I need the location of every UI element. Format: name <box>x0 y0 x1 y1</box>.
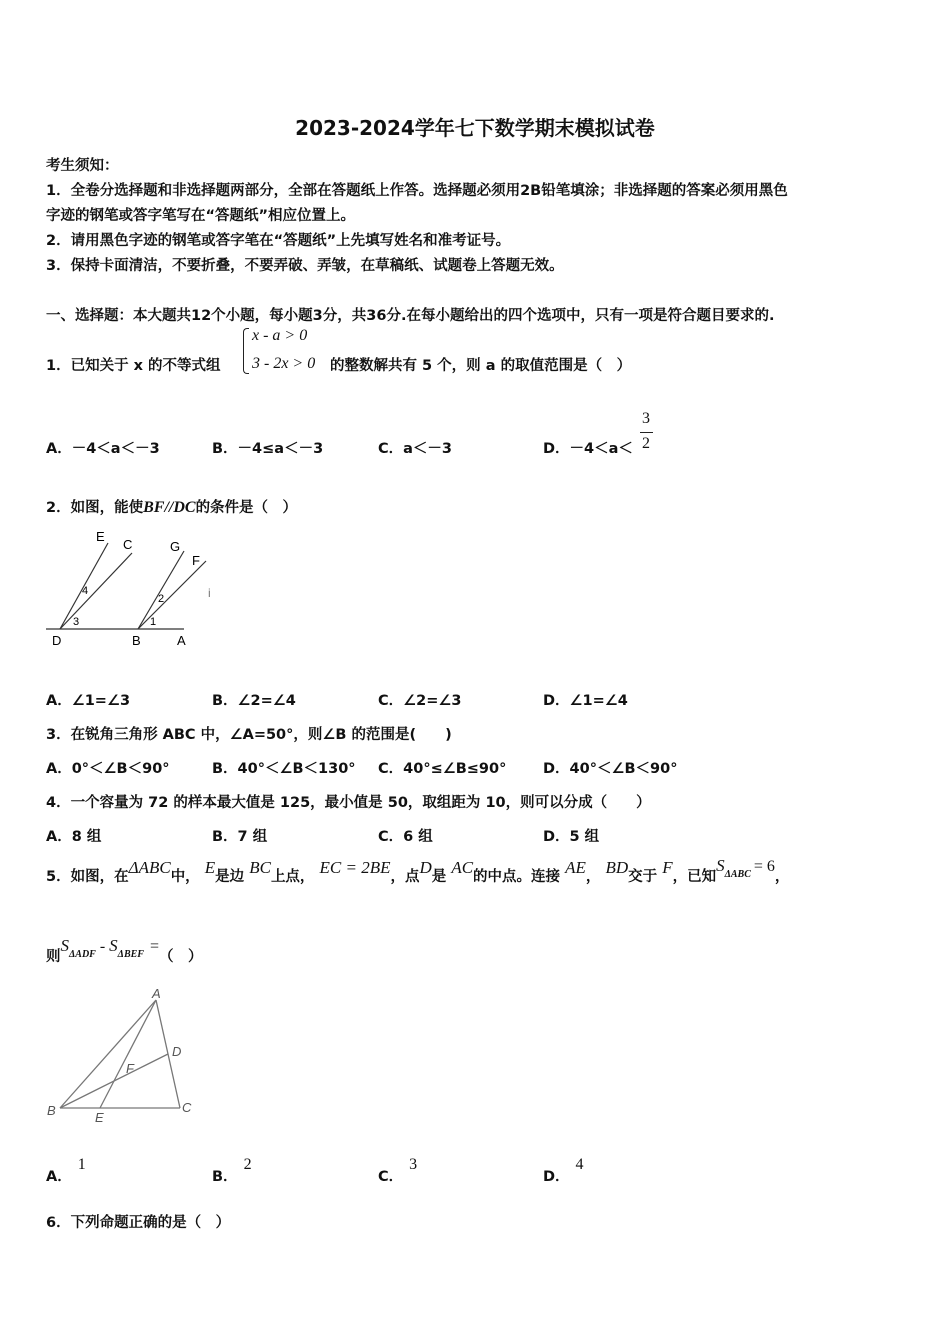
q5-text: ， <box>774 869 790 885</box>
q2-label-angle-4: 4 <box>82 585 89 597</box>
q4-option-d[interactable]: D．5 组 <box>543 829 600 845</box>
q5-math: ΔABC <box>128 858 171 877</box>
q2-stem-suffix: 的条件是（ ） <box>195 500 298 516</box>
q4-option-a[interactable]: A．8 组 <box>46 829 102 845</box>
q5-text: 的中点。连接 <box>473 869 561 885</box>
q1-inequality-1: x - a > 0 <box>252 327 308 344</box>
q5-label-b: B <box>47 1103 56 1118</box>
q1-option-d-denominator: 2 <box>642 435 650 452</box>
q5-area-s: S <box>109 936 118 955</box>
q2-label-f: F <box>192 553 200 568</box>
q5-text: 上点， <box>270 869 315 885</box>
q5-math: AC <box>451 858 474 877</box>
q3-option-d[interactable]: D．40°＜∠B＜90° <box>543 761 678 777</box>
q1-option-c[interactable]: C．a＜－3 <box>378 441 453 457</box>
page-title: 2023-2024学年七下数学期末模拟试卷 <box>295 116 655 140</box>
q5-text: 是边 <box>215 869 245 885</box>
q1-stem-suffix: 的整数解共有 5 个，则 a 的取值范围是（ ） <box>330 358 632 374</box>
q2-label-angle-1: 1 <box>150 616 157 628</box>
q3-stem: 3．在锐角三角形 ABC 中，∠A=50°，则∠B 的范围是( ) <box>46 727 452 743</box>
q2-option-c[interactable]: C．∠2=∠3 <box>378 693 462 709</box>
notice-item-1-line-1: 1．全卷分选择题和非选择题两部分，全部在答题纸上作答。选择题必须用2B铅笔填涂；非选择题的答案必须用黑色 <box>46 183 788 199</box>
q2-label-angle-3: 3 <box>73 616 80 628</box>
q5-math: AE <box>565 858 586 877</box>
q5-option-d[interactable]: D．4 <box>543 1156 584 1185</box>
q5-stem-line-1 <box>46 856 790 886</box>
q2-stem-math: BF//DC <box>143 499 196 516</box>
q5-text: 5．如图，在 <box>46 869 129 885</box>
q1-option-a[interactable]: A．－4＜a＜－3 <box>46 441 160 457</box>
q5-math: E <box>204 858 216 877</box>
notice-item-1-line-2: 字迹的钢笔或答字笔写在“答题纸”相应位置上。 <box>46 208 356 224</box>
q5-option-b[interactable]: B．2 <box>212 1156 252 1185</box>
q2-stem-prefix: 2．如图，能使 <box>46 500 144 516</box>
q2-label-e: E <box>96 529 105 544</box>
q2-label-b: B <box>132 633 141 648</box>
q5-text: 中， <box>170 869 200 885</box>
q5-math: F <box>662 858 673 877</box>
q5-area-sub: ΔBEF <box>117 949 144 960</box>
q3-option-c[interactable]: C．40°≤∠B≤90° <box>378 761 507 777</box>
q5-math: D <box>419 858 432 877</box>
q1-inequality-2: 3 - 2x > 0 <box>252 355 316 372</box>
q5-math: BD <box>605 858 629 877</box>
q5-area-sub: ΔABC <box>724 869 751 880</box>
q5-stem-line-2 <box>46 936 203 966</box>
q5-area-s: S <box>716 856 725 875</box>
q5-text: ，点 <box>390 869 420 885</box>
q2-option-a[interactable]: A．∠1=∠3 <box>46 693 131 709</box>
q5-area-sub: ΔADF <box>69 949 96 960</box>
q2-label-a: A <box>177 633 186 648</box>
q1-option-d-fraction-bar <box>640 432 653 433</box>
q5-text: 则 <box>46 949 61 965</box>
q5-label-d: D <box>172 1044 182 1059</box>
q5-text: ，已知 <box>672 869 717 885</box>
q5-area-value: = 6 <box>753 858 775 875</box>
q1-stem-prefix: 1．已知关于 x 的不等式组 <box>46 358 221 374</box>
q2-label-i: i <box>208 586 211 600</box>
q2-label-d: D <box>52 633 62 648</box>
q4-option-b[interactable]: B．7 组 <box>212 829 268 845</box>
q5-segment-bd <box>60 1054 168 1108</box>
q3-option-b[interactable]: B．40°＜∠B＜130° <box>212 761 356 777</box>
q4-option-c[interactable]: C．6 组 <box>378 829 433 845</box>
q5-area-s: S <box>60 936 69 955</box>
section-heading: 一、选择题：本大题共12个小题，每小题3分，共36分.在每小题给出的四个选项中，只有一项是符合题目要求的. <box>46 308 775 324</box>
q5-equals: = <box>149 938 159 955</box>
q1-system-brace <box>243 328 249 374</box>
q5-label-f: F <box>126 1061 134 1076</box>
q5-text: 交于 <box>628 869 658 885</box>
q2-label-g: G <box>170 539 181 554</box>
q1-option-d-numerator: 3 <box>642 410 650 427</box>
q5-text: （ ） <box>158 949 203 965</box>
q1-option-b[interactable]: B．－4≤a＜－3 <box>212 441 324 457</box>
q5-label-e: E <box>95 1110 104 1125</box>
q2-label-angle-2: 2 <box>158 593 165 605</box>
q2-option-b[interactable]: B．∠2=∠4 <box>212 693 296 709</box>
q5-math: BC <box>249 858 271 877</box>
q5-label-c: C <box>182 1100 192 1115</box>
q5-text: 是 <box>431 869 447 885</box>
q5-text: ， <box>585 869 601 885</box>
q2-option-d[interactable]: D．∠1=∠4 <box>543 693 628 709</box>
q5-option-c[interactable]: C．3 <box>378 1156 418 1185</box>
q5-label-a: A <box>152 986 161 1001</box>
notice-item-2: 2．请用黑色字迹的钢笔或答字笔在“答题纸”上先填写姓名和准考证号。 <box>46 233 511 249</box>
q5-option-a[interactable]: A．1 <box>46 1156 86 1185</box>
q2-label-c: C <box>123 537 133 552</box>
q2-figure <box>40 525 230 655</box>
q3-option-a[interactable]: A．0°＜∠B＜90° <box>46 761 170 777</box>
notice-item-3: 3．保持卡面清洁，不要折叠，不要弄破、弄皱，在草稿纸、试题卷上答题无效。 <box>46 258 564 274</box>
q1-option-d[interactable]: D．－4＜a＜ <box>543 441 633 457</box>
notice-heading: 考生须知： <box>46 158 119 174</box>
q6-stem: 6．下列命题正确的是（ ） <box>46 1215 231 1231</box>
q5-math: EC = 2BE <box>319 858 391 877</box>
q5-minus: - <box>99 938 106 955</box>
q4-stem: 4．一个容量为 72 的样本最大值是 125，最小值是 50，取组距为 10，则可以分成（ ） <box>46 795 651 811</box>
q5-figure <box>40 985 210 1130</box>
